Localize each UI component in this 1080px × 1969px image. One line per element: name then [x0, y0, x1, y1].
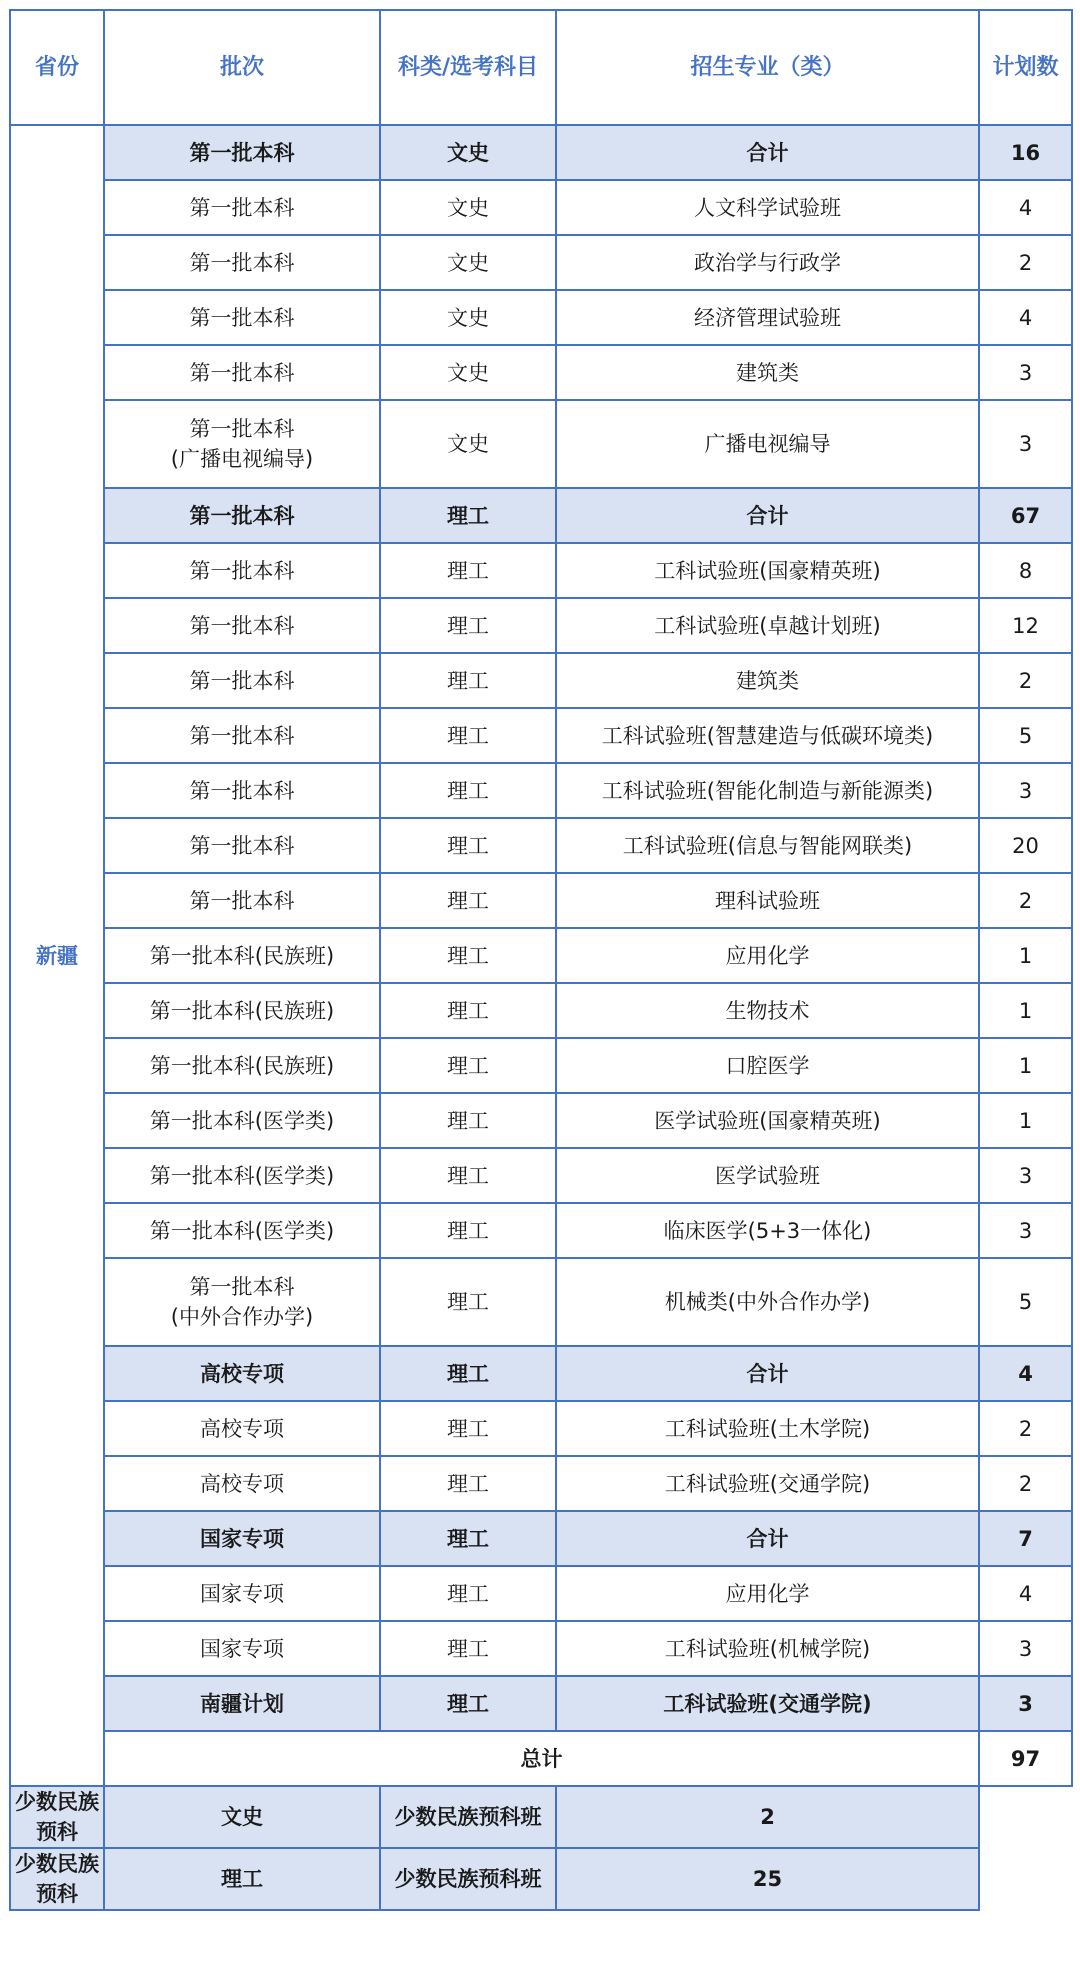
table-row	[10, 345, 1072, 400]
major-cell: 医学试验班	[556, 1148, 979, 1203]
table-row-subtotal	[10, 488, 1072, 543]
batch-line-2: (广播电视编导)	[170, 447, 314, 471]
batch-cell: 高校专项	[104, 1346, 380, 1401]
subject-cell: 理工	[380, 1566, 556, 1621]
table-row	[10, 818, 1072, 873]
major-cell: 人文科学试验班	[556, 180, 979, 235]
batch-cell: 第一批本科	[104, 598, 380, 653]
subject-cell: 理工	[380, 598, 556, 653]
subject-cell: 理工	[380, 1401, 556, 1456]
subject-cell: 理工	[380, 1676, 556, 1731]
table-row	[10, 598, 1072, 653]
table-row-preparatory	[10, 1786, 1072, 1848]
major-cell: 工科试验班(机械学院)	[556, 1621, 979, 1676]
batch-cell: 第一批本科	[104, 653, 380, 708]
total-count: 97	[979, 1731, 1072, 1786]
table-row	[10, 708, 1072, 763]
table-row	[10, 290, 1072, 345]
batch-cell: 第一批本科	[104, 488, 380, 543]
table-row-total	[10, 1731, 1072, 1786]
count-cell: 1	[979, 1093, 1072, 1148]
province-cell: 新疆	[10, 125, 104, 1786]
subject-cell: 理工	[380, 1456, 556, 1511]
major-cell: 工科试验班(智慧建造与低碳环境类)	[556, 708, 979, 763]
count-cell: 3	[979, 763, 1072, 818]
major-cell: 广播电视编导	[556, 400, 979, 488]
count-cell: 7	[979, 1511, 1072, 1566]
count-cell: 1	[979, 1038, 1072, 1093]
major-cell: 生物技术	[556, 983, 979, 1038]
count-cell: 1	[979, 928, 1072, 983]
subject-cell: 文史	[380, 290, 556, 345]
table-row-subtotal	[10, 1676, 1072, 1731]
subject-cell: 理工	[380, 1346, 556, 1401]
subject-cell: 文史	[380, 345, 556, 400]
table-row-preparatory	[10, 1848, 1072, 1910]
major-cell: 口腔医学	[556, 1038, 979, 1093]
header-subject: 科类/选考科目	[380, 10, 556, 125]
header-major: 招生专业（类）	[556, 10, 979, 125]
major-cell: 建筑类	[556, 653, 979, 708]
major-cell: 合计	[556, 488, 979, 543]
major-cell: 工科试验班(国豪精英班)	[556, 543, 979, 598]
header-batch: 批次	[104, 10, 380, 125]
subject-cell: 文史	[380, 125, 556, 180]
count-cell: 5	[979, 708, 1072, 763]
major-cell: 工科试验班(交通学院)	[556, 1456, 979, 1511]
batch-cell	[104, 400, 380, 488]
batch-line-1: 第一批本科	[189, 1275, 295, 1299]
batch-line-2: (中外合作办学)	[170, 1305, 314, 1329]
batch-cell: 第一批本科(医学类)	[104, 1093, 380, 1148]
subject-cell: 理工	[380, 1621, 556, 1676]
count-cell: 2	[979, 235, 1072, 290]
table-row	[10, 1621, 1072, 1676]
batch-cell: 高校专项	[104, 1456, 380, 1511]
batch-cell: 第一批本科	[104, 290, 380, 345]
major-cell: 工科试验班(信息与智能网联类)	[556, 818, 979, 873]
table-row	[10, 180, 1072, 235]
major-cell: 工科试验班(交通学院)	[556, 1676, 979, 1731]
subject-cell: 文史	[380, 400, 556, 488]
table-row	[10, 983, 1072, 1038]
major-cell: 政治学与行政学	[556, 235, 979, 290]
count-cell: 3	[979, 1621, 1072, 1676]
major-cell: 少数民族预科班	[380, 1786, 556, 1848]
batch-cell: 第一批本科(民族班)	[104, 1038, 380, 1093]
major-cell: 少数民族预科班	[380, 1848, 556, 1910]
table-row-subtotal	[10, 1346, 1072, 1401]
table-row	[10, 1203, 1072, 1258]
subject-cell: 理工	[380, 1203, 556, 1258]
table-row	[10, 1258, 1072, 1346]
count-cell: 67	[979, 488, 1072, 543]
header-row	[10, 10, 1072, 125]
table-row	[10, 928, 1072, 983]
major-cell: 合计	[556, 1511, 979, 1566]
enrollment-plan-table	[9, 9, 1073, 1911]
table-row	[10, 653, 1072, 708]
subject-cell: 理工	[380, 1511, 556, 1566]
table-row	[10, 1456, 1072, 1511]
enrollment-plan-table-container	[9, 9, 1073, 1911]
count-cell: 25	[556, 1848, 979, 1910]
count-cell: 5	[979, 1258, 1072, 1346]
batch-cell	[104, 1258, 380, 1346]
subject-cell: 理工	[380, 928, 556, 983]
count-cell: 2	[979, 873, 1072, 928]
major-cell: 合计	[556, 125, 979, 180]
major-cell: 应用化学	[556, 928, 979, 983]
count-cell: 3	[979, 1676, 1072, 1731]
subject-cell: 理工	[380, 708, 556, 763]
count-cell: 4	[979, 1346, 1072, 1401]
batch-cell: 第一批本科	[104, 543, 380, 598]
batch-line-1: 第一批本科	[189, 417, 295, 441]
subject-cell: 理工	[380, 818, 556, 873]
major-cell: 工科试验班(卓越计划班)	[556, 598, 979, 653]
major-cell: 理科试验班	[556, 873, 979, 928]
count-cell: 4	[979, 1566, 1072, 1621]
count-cell: 3	[979, 1203, 1072, 1258]
subject-cell: 理工	[380, 1148, 556, 1203]
batch-cell: 少数民族预科	[10, 1786, 104, 1848]
count-cell: 2	[979, 653, 1072, 708]
table-row	[10, 543, 1072, 598]
batch-cell: 国家专项	[104, 1621, 380, 1676]
major-cell: 经济管理试验班	[556, 290, 979, 345]
subject-cell: 理工	[380, 543, 556, 598]
major-cell: 临床医学(5+3一体化)	[556, 1203, 979, 1258]
table-row	[10, 1148, 1072, 1203]
count-cell: 4	[979, 180, 1072, 235]
batch-cell: 第一批本科(民族班)	[104, 928, 380, 983]
subject-cell: 理工	[104, 1848, 380, 1910]
subject-cell: 理工	[380, 1093, 556, 1148]
subject-cell: 文史	[104, 1786, 380, 1848]
count-cell: 1	[979, 983, 1072, 1038]
count-cell: 2	[979, 1456, 1072, 1511]
subject-cell: 理工	[380, 983, 556, 1038]
header-province: 省份	[10, 10, 104, 125]
table-row-subtotal	[10, 1511, 1072, 1566]
subject-cell: 理工	[380, 1258, 556, 1346]
table-row	[10, 873, 1072, 928]
count-cell: 12	[979, 598, 1072, 653]
table-row	[10, 1401, 1072, 1456]
total-label: 总计	[104, 1731, 979, 1786]
count-cell: 8	[979, 543, 1072, 598]
batch-cell: 高校专项	[104, 1401, 380, 1456]
count-cell: 16	[979, 125, 1072, 180]
table-row	[10, 235, 1072, 290]
batch-cell: 第一批本科	[104, 708, 380, 763]
subject-cell: 理工	[380, 488, 556, 543]
batch-cell: 第一批本科	[104, 235, 380, 290]
batch-cell: 南疆计划	[104, 1676, 380, 1731]
subject-cell: 理工	[380, 763, 556, 818]
table-row	[10, 1566, 1072, 1621]
count-cell: 20	[979, 818, 1072, 873]
subject-cell: 文史	[380, 235, 556, 290]
major-cell: 医学试验班(国豪精英班)	[556, 1093, 979, 1148]
table-row	[10, 763, 1072, 818]
batch-cell: 第一批本科	[104, 180, 380, 235]
major-cell: 工科试验班(土木学院)	[556, 1401, 979, 1456]
batch-cell: 第一批本科	[104, 818, 380, 873]
count-cell: 2	[979, 1401, 1072, 1456]
subject-cell: 文史	[380, 180, 556, 235]
batch-cell: 第一批本科	[104, 763, 380, 818]
batch-cell: 国家专项	[104, 1566, 380, 1621]
count-cell: 4	[979, 290, 1072, 345]
batch-cell: 国家专项	[104, 1511, 380, 1566]
header-count: 计划数	[979, 10, 1072, 125]
batch-cell: 第一批本科	[104, 345, 380, 400]
batch-cell: 第一批本科(民族班)	[104, 983, 380, 1038]
count-cell: 2	[556, 1786, 979, 1848]
count-cell: 3	[979, 1148, 1072, 1203]
table-row-subtotal	[10, 125, 1072, 180]
major-cell: 建筑类	[556, 345, 979, 400]
subject-cell: 理工	[380, 1038, 556, 1093]
major-cell: 应用化学	[556, 1566, 979, 1621]
table-row	[10, 1038, 1072, 1093]
major-cell: 工科试验班(智能化制造与新能源类)	[556, 763, 979, 818]
subject-cell: 理工	[380, 653, 556, 708]
table-row	[10, 1093, 1072, 1148]
subject-cell: 理工	[380, 873, 556, 928]
count-cell: 3	[979, 400, 1072, 488]
batch-cell: 第一批本科(医学类)	[104, 1203, 380, 1258]
count-cell: 3	[979, 345, 1072, 400]
batch-cell: 第一批本科	[104, 125, 380, 180]
table-row	[10, 400, 1072, 488]
batch-cell: 第一批本科	[104, 873, 380, 928]
batch-cell: 少数民族预科	[10, 1848, 104, 1910]
major-cell: 合计	[556, 1346, 979, 1401]
batch-cell: 第一批本科(医学类)	[104, 1148, 380, 1203]
major-cell: 机械类(中外合作办学)	[556, 1258, 979, 1346]
